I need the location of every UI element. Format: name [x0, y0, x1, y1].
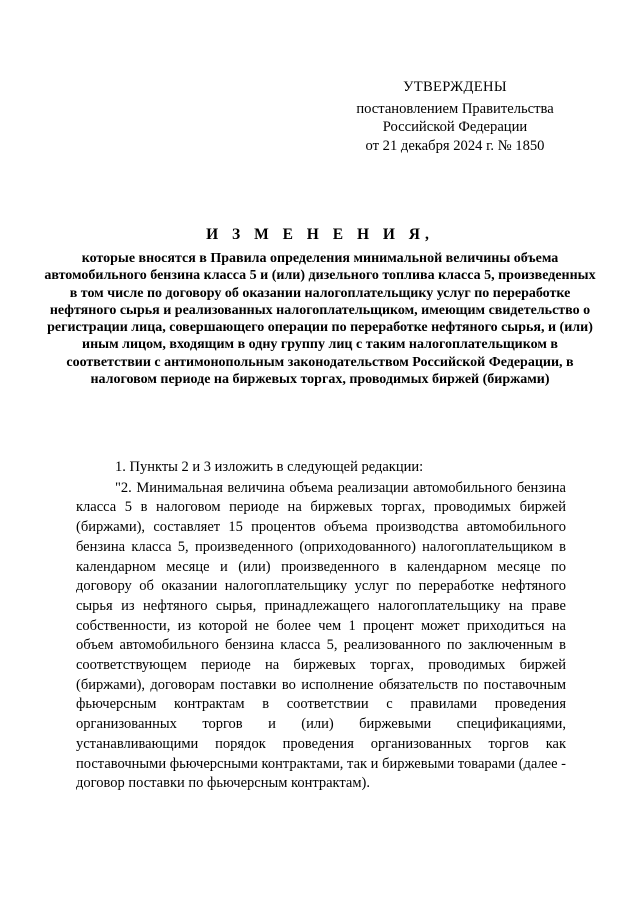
approval-stamp — [340, 78, 570, 155]
document-subtitle: которые вносятся в Правила определения минимальной величины объема автомобильного бензина класса 5 и (или) дизельного топлива класса 5, произведенных в том числе по договору об оказании налогоплательщику услуг по переработке нефтяного сырья и реализованных налогоплательщиком, имеющим свидетельство о регистрации лица, совершающего операции по переработке нефтяного сырья, и (или) иным лицом, входящим в одну группу лиц с таким налогоплательщиком в соответствии с антимонопольным законодательством Российской Федерации, в налоговом периоде на биржевых торгах, проводимых биржей (биржами) — [44, 251, 596, 388]
approval-line-1: постановлением Правительства — [356, 100, 554, 117]
document-heading — [40, 226, 600, 388]
intro-paragraph: 1. Пункты 2 и 3 изложить в следующей редакции: — [115, 459, 424, 475]
document-title: И З М Е Н Е Н И Я, — [206, 226, 434, 243]
main-paragraph: "2. Минимальная величина объема реализации автомобильного бензина класса 5 в налоговом периоде на биржевых торгах, проводимых биржей (биржами), составляет 15 процентов объема производства автомобильного бензина класса 5, произведенного (оприходованного) налогоплательщиком в календарном месяце и (или) произведенного в календарном месяце по договору об оказании налогоплательщику услуг по переработке нефтяного сырья из нефтяного сырья, принадлежащего налогоплательщику на праве собственности, из которой не более чем 1 процент может приходиться на объем автомобильного бензина класса 5, реализованного по заключенным в соответствующем периоде на биржевых торгах, проводимых биржей (биржами), договорам поставки во исполнение обязательств по поставочным фьючерсным контрактам в соответствии с правилами проведения организованных торгов и (или) биржевыми спецификациями, устанавливающими порядок проведения организованных торгов как поставочными фьючерсными контрактами, так и биржевыми товарами (далее - договор поставки по фьючерсным контрактам). — [76, 479, 566, 792]
approval-title: УТВЕРЖДЕНЫ — [403, 79, 507, 95]
approval-line-2: Российской Федерации — [382, 119, 528, 135]
document-body — [76, 458, 566, 794]
approval-line-3: от 21 декабря 2024 г. № 1850 — [365, 137, 545, 154]
